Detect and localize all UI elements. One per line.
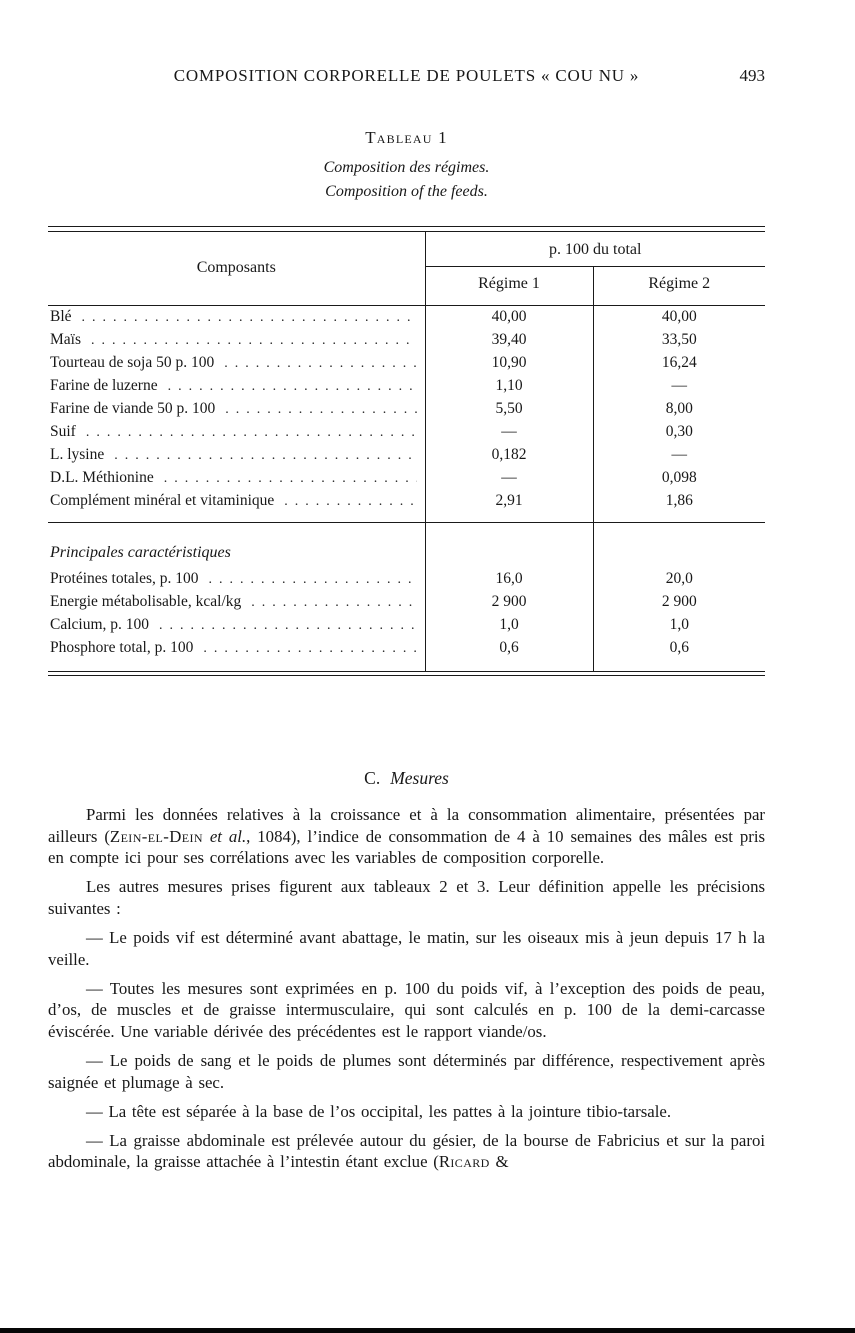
regime1-value: 16,0	[425, 567, 593, 590]
author-name: Zein-el-Dein	[109, 826, 203, 846]
characteristics-section	[48, 567, 765, 671]
paragraph-7: — La graisse abdominale est prélevée autour du gésier, de la bourse de Fabricius et sur la paroi abdominale, la graisse attachée à l’intestin étant exclue (Ricard &	[48, 1130, 765, 1172]
dot-leader	[159, 618, 416, 634]
regime1-value: 1,10	[425, 375, 593, 398]
dot-leader	[224, 356, 416, 372]
section-letter: C.	[364, 768, 381, 788]
characteristics-heading: Principales caractéristiques	[50, 544, 231, 561]
table-row	[48, 398, 765, 421]
component-label: D.L. Méthionine	[50, 469, 154, 486]
regime1-value: 39,40	[425, 329, 593, 352]
running-head	[48, 66, 765, 88]
author-name: Ricard	[438, 1152, 490, 1172]
table-row	[48, 467, 765, 490]
dot-leader	[168, 379, 417, 395]
dot-leader	[164, 471, 417, 487]
table-row	[48, 567, 765, 590]
regime2-value: —	[593, 444, 765, 467]
scan-edge-bar	[0, 1328, 855, 1333]
table-row	[48, 490, 765, 523]
regime1-value: 1,0	[425, 613, 593, 636]
table-row	[48, 329, 765, 352]
column-header-regime-1: Régime 1	[425, 266, 593, 305]
column-header-composants: Composants	[196, 259, 276, 276]
component-label: Blé	[50, 308, 72, 325]
characteristic-label: Energie métabolisable, kcal/kg	[50, 592, 242, 610]
feeds-table	[48, 231, 765, 672]
component-label: Complément minéral et vitaminique	[50, 492, 275, 509]
table-row	[48, 305, 765, 329]
regime1-value: 2 900	[425, 590, 593, 613]
table-caption-english: Composition of the feeds.	[325, 183, 488, 200]
table-label: Tableau 1	[365, 128, 448, 147]
column-header-regime-2: Régime 2	[593, 266, 765, 305]
table-row	[48, 421, 765, 444]
section-heading	[48, 768, 765, 789]
table-row	[48, 590, 765, 613]
regime1-value: —	[425, 467, 593, 490]
component-label: L. lysine	[50, 446, 105, 463]
body-text	[48, 804, 765, 1173]
regime2-value: 1,0	[593, 613, 765, 636]
regime2-value: 8,00	[593, 398, 765, 421]
characteristic-label: Protéines totales, p. 100	[50, 569, 199, 587]
paragraph-2: Les autres mesures prises figurent aux tableaux 2 et 3. Leur définition appelle les précisions suivantes :	[48, 877, 765, 918]
table-row	[48, 444, 765, 467]
paragraph-3: — Le poids vif est déterminé avant abattage, le matin, sur les oiseaux mis à jeun depuis 17 h la veille.	[48, 927, 765, 969]
table-row	[48, 636, 765, 671]
components-section	[48, 305, 765, 523]
component-label: Maïs	[50, 331, 81, 348]
page-content	[48, 0, 765, 1180]
paragraph-1: Parmi les données relatives à la croissance et à la consommation alimentaire, présentées par ailleurs (Zein-el-Dein et al., 1084), l’indice de consommation de 4 à 10 semaines des mâles est pris en compte ici pour ses corrélations avec les variables de composition corporelle.	[48, 805, 766, 868]
regime2-value: 0,30	[593, 421, 765, 444]
regime1-value: 40,00	[425, 305, 593, 329]
dot-leader	[203, 641, 416, 657]
regime2-value: 1,86	[593, 490, 765, 523]
component-label: Farine de viande 50 p. 100	[50, 400, 216, 417]
dot-leader	[251, 595, 416, 611]
paragraph-4: — Toutes les mesures sont exprimées en p. 100 du poids vif, à l’exception des poids de peau, d’os, de muscles et de graisse intermusculaire, qui sont calculés en p. 100 de la demi-carcasse éviscérée. Une variable dérivée des précédentes est le rapport viande/os.	[48, 978, 765, 1041]
regime2-value: 0,6	[593, 636, 765, 671]
et-al: et al.	[202, 826, 247, 846]
regime1-value: 2,91	[425, 490, 593, 523]
running-head-title: COMPOSITION CORPORELLE DE POULETS « COU NU »	[173, 66, 640, 85]
regime2-value: —	[593, 375, 765, 398]
characteristic-label: Phosphore total, p. 100	[50, 638, 194, 656]
component-label: Tourteau de soja 50 p. 100	[50, 354, 215, 371]
dot-leader	[209, 572, 417, 588]
table-caption-french: Composition des régimes.	[323, 159, 490, 176]
dot-leader	[82, 310, 417, 326]
regime2-value: 2 900	[593, 590, 765, 613]
table-row	[48, 613, 765, 636]
regime1-value: 10,90	[425, 352, 593, 375]
paragraph-5: — Le poids de sang et le poids de plumes sont déterminés par différence, respectivement après saignée et plumage à sec.	[48, 1050, 765, 1092]
regime2-value: 16,24	[593, 352, 765, 375]
regime1-value: —	[425, 421, 593, 444]
dot-leader	[86, 425, 417, 441]
dot-leader	[91, 333, 417, 349]
regime2-value: 40,00	[593, 305, 765, 329]
dot-leader	[225, 402, 416, 418]
paragraph-6: — La tête est séparée à la base de l’os occipital, les pattes à la jointure tibio-tarsale.	[86, 1101, 672, 1121]
section-title: Mesures	[390, 768, 449, 788]
table-row	[48, 352, 765, 375]
characteristic-label: Calcium, p. 100	[50, 615, 150, 633]
regime1-value: 5,50	[425, 398, 593, 421]
regime2-value: 33,50	[593, 329, 765, 352]
dot-leader	[284, 494, 416, 510]
table-frame	[48, 226, 765, 676]
regime1-value: 0,6	[425, 636, 593, 671]
table-header	[48, 231, 765, 305]
component-label: Suif	[50, 423, 76, 440]
regime2-value: 0,098	[593, 467, 765, 490]
regime2-value: 20,0	[593, 567, 765, 590]
column-group-header: p. 100 du total	[425, 231, 765, 266]
table-row	[48, 375, 765, 398]
characteristics-heading-row	[48, 523, 765, 568]
component-label: Farine de luzerne	[50, 377, 158, 394]
regime1-value: 0,182	[425, 444, 593, 467]
page-number: 493	[739, 66, 765, 85]
dot-leader	[114, 448, 416, 464]
